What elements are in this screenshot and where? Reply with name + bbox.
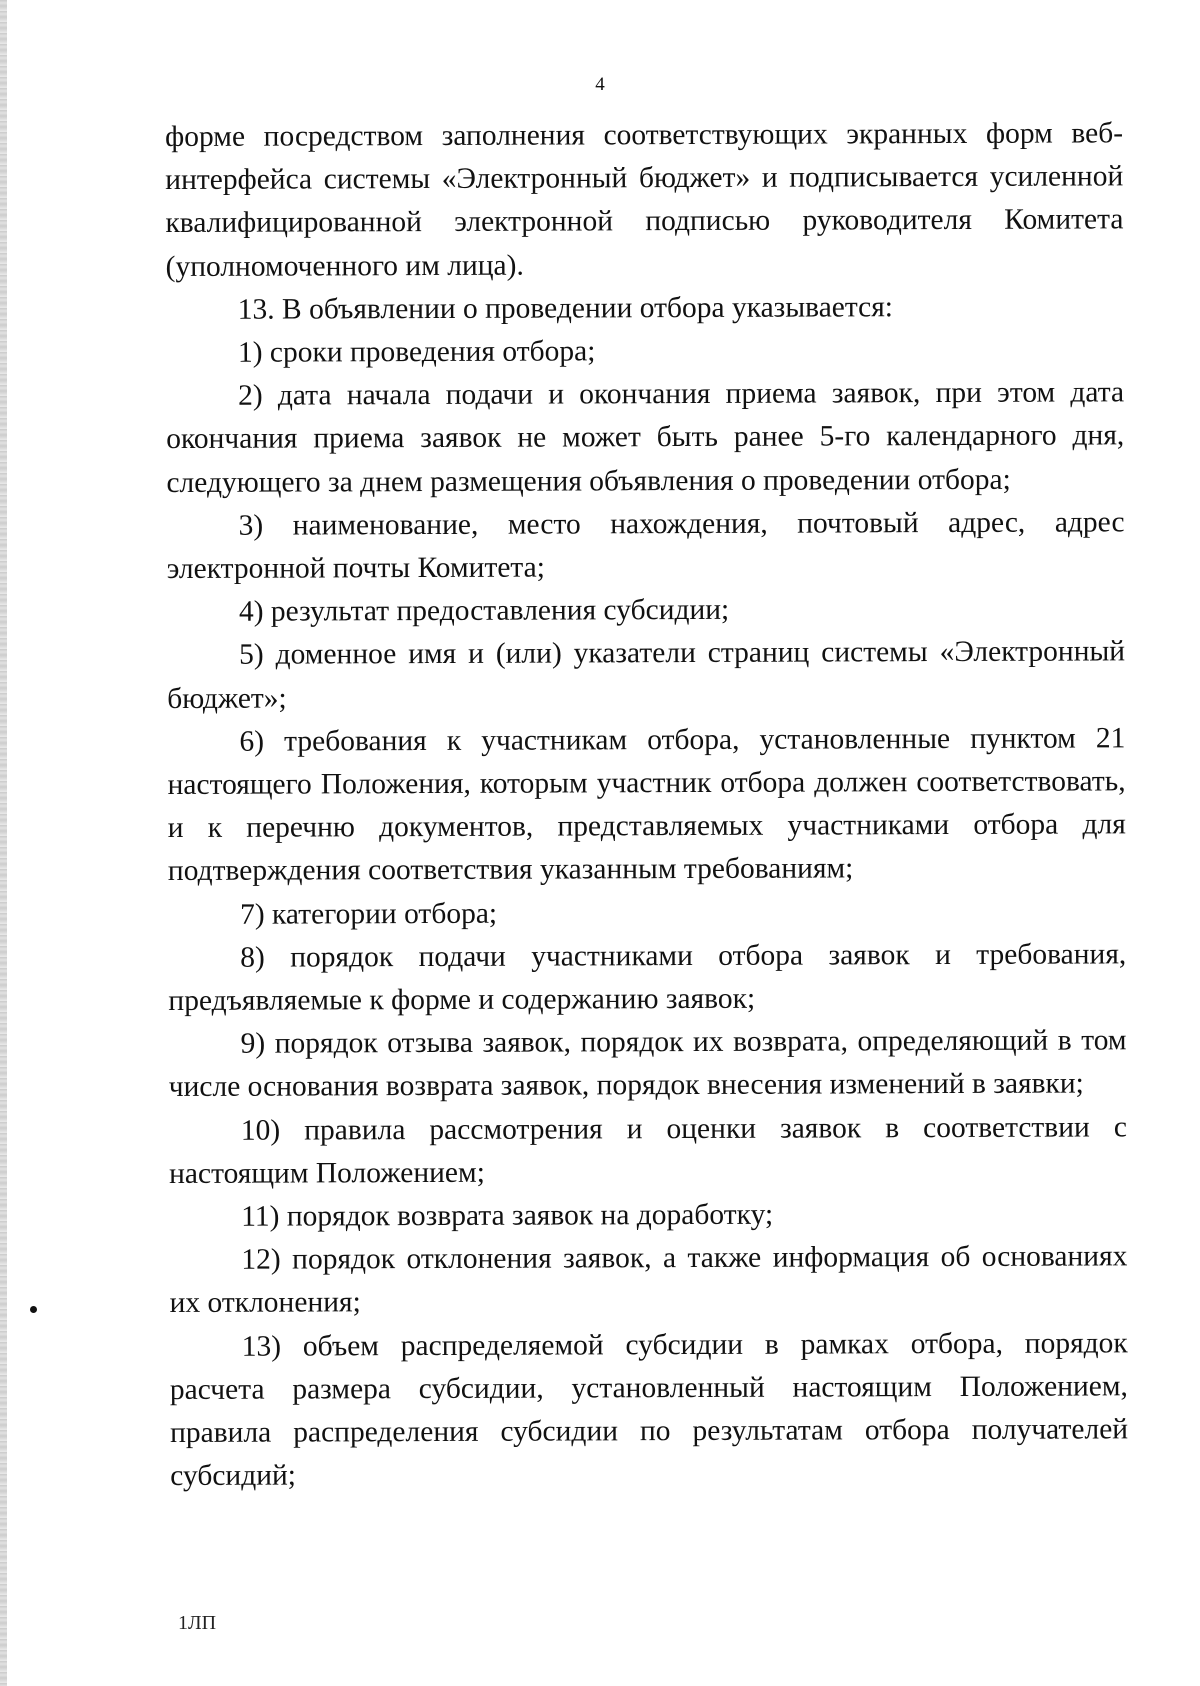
list-item: 9) порядок отзыва заявок, порядок их возврата, определяющий в том числе основания возврата заявок, порядок внесения изменений в заявки; <box>168 1024 1127 1104</box>
list-item: 10) правила рассмотрения и оценки заявок в соответствии с настоящим Положением; <box>169 1110 1127 1190</box>
list-item: 13) объем распределяемой субсидии в рамках отбора, порядок расчета размера субсидии, установленный настоящим Положением, правила распределения субсидии по результатам отбора получателей субсидий; <box>169 1327 1129 1493</box>
page-number: 4 <box>595 74 605 95</box>
footer-code: 1ЛП <box>178 1612 217 1634</box>
list-item: 3) наименование, место нахождения, почтовый адрес, адрес электронной почты Комитета; <box>166 506 1125 586</box>
list-item: 8) порядок подачи участниками отбора заявок и требования, предъявляемые к форме и содержанию заявок; <box>168 938 1127 1018</box>
paragraph-continuation: форме посредством заполнения соответствующих экранных форм веб-интерфейса системы «Электронный бюджет» и подписывается усиленной квалифицированной электронной подписью руководителя Комитета (уполномоченного им лица). <box>165 117 1124 283</box>
list-item: 2) дата начала подачи и окончания приема заявок, при этом дата окончания приема заявок не может быть ранее 5-го календарного дня, следующего за днем размещения объявления о проведении отбора; <box>166 376 1125 499</box>
list-item: 5) доменное имя и (или) указатели страниц системы «Электронный бюджет»; <box>167 635 1126 715</box>
list-item: 11) порядок возврата заявок на доработку; <box>241 1198 774 1233</box>
scan-dot-artifact <box>30 1306 37 1313</box>
scan-edge-artifact <box>0 0 7 1686</box>
list-item: 1) сроки проведения отбора; <box>237 335 596 369</box>
list-item: 13. В объявлении о проведении отбора указывается: <box>237 291 894 326</box>
document-body <box>165 112 1128 1498</box>
list-item: 7) категории отбора; <box>240 897 498 931</box>
list-item: 4) результат предоставления субсидии; <box>238 594 730 628</box>
list-item: 12) порядок отклонения заявок, а также информация об основаниях их отклонения; <box>169 1240 1128 1320</box>
list-item: 6) требования к участникам отбора, установленные пунктом 21 настоящего Положения, которым участник отбора должен соответствовать, и к перечню документов, представляемых участниками отбора для подтверждения соответствия указанным требованиям; <box>167 722 1126 888</box>
